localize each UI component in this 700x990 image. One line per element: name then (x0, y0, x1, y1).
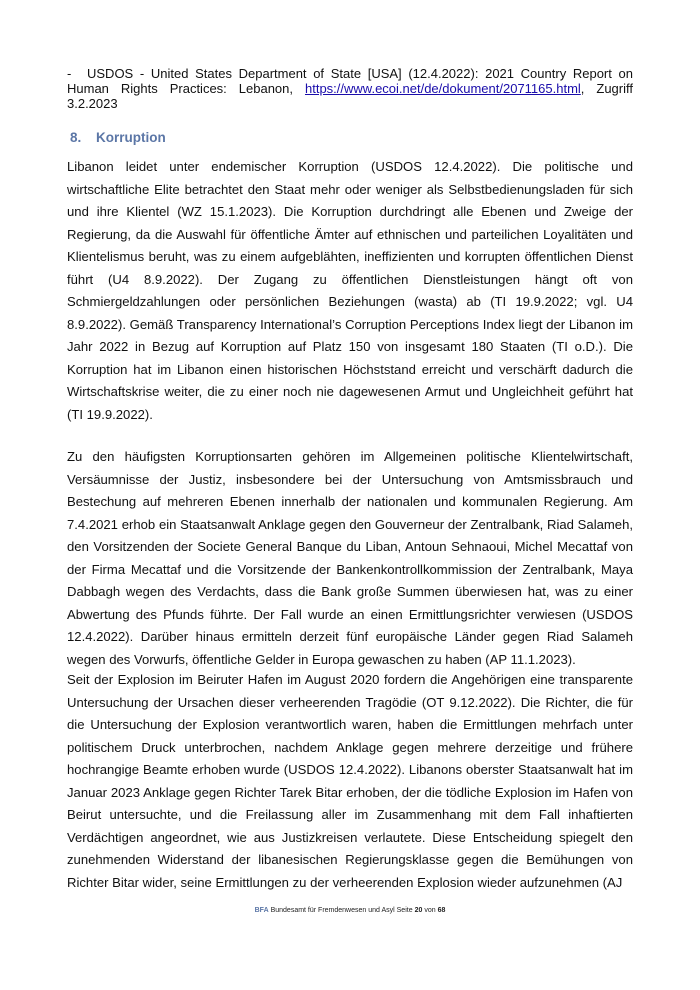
list-dash: - (67, 66, 72, 81)
reference-link[interactable]: https://www.ecoi.net/de/dokument/2071165.html (304, 81, 581, 96)
section-number: 8. (70, 130, 82, 145)
paragraph-corruption-types: Zu den häufigsten Korruptionsarten gehören im Allgemeinen politische Klientelwirtschaft, Versäumnisse der Justiz, insbesondere bei der Untersuchung von Amtsmissbrauch und Bestechung auf mehreren Ebenen innerhalb der nationalen und kommunalen Regierung. Am 7.4.2021 erhob ein Staatsanwalt Anklage gegen den Gouverneur der Zentralbank, Riad Salameh, den Vorsitzenden der Societe General Banque du Liban, Antoun Sehnaoui, Michel Mecattaf von der Firma Mecattaf und die Vorsitzende der Bankenkontrollkommission der Zentralbank, Maya Dabbagh wegen des Verdachts, dass die Bank große Summen überwiesen hat, was zu einer Abwertung des Pfunds führte. Der Fall wurde an einen Ermittlungsrichter verwiesen (USDOS 12.4.2022). Darüber hinaus ermitteln derzeit fünf europäische Länder gegen Riad Salameh wegen des Vorwurfs, öffentliche Gelder in Europa gewaschen zu haben (AP 11.1.2023). (67, 449, 633, 667)
section-title: Korruption (96, 130, 166, 145)
page-footer (0, 907, 700, 914)
footer-page-number: 20 (414, 907, 423, 914)
paragraph-corruption-overview: Libanon leidet unter endemischer Korruption (USDOS 12.4.2022). Die politische und wirtschaftliche Elite betrachtet den Staat mehr oder weniger als Selbstbedienungsladen für sich und ihre Klientel (WZ 15.1.2023). Die Korruption durchdringt alle Ebenen und Zweige der Regierung, da die Auswahl für öffentliche Ämter auf ethnischen und parteilichen Loyalitäten und Klientelismus beruht, was zu einem aufgeblähten, ineffizienten und korrupten öffentlichen Dienst führt (U4 8.9.2022). Der Zugang zu öffentlichen Dienstleistungen hängt oft von Schmiergeldzahlungen oder persönlichen Beziehungen (wasta) ab (TI 19.9.2022; vgl. U4 8.9.2022). Gemäß Transparency International’s Corruption Perceptions Index liegt der Libanon im Jahr 2022 in Bezug auf Korruption auf Platz 150 von insgesamt 180 Staaten (TI o.D.). Die Korruption hat im Libanon einen historischen Höchststand erreicht und verschärft dadurch die Wirtschaftskrise weiter, die zu einer noch nie dagewesenen Armut und Ungleichheit geführt hat (TI 19.9.2022). (67, 159, 633, 422)
footer-page-total: 68 (437, 907, 446, 914)
footer-brand: BFA (254, 907, 269, 914)
reference-text: USDOS - United States Department of State [USA] (12.4.2022): 2021 Country Report on Human Rights Practices: Lebanon, (67, 66, 633, 96)
section-heading (70, 130, 166, 145)
source-reference (67, 66, 633, 111)
footer-of: von (424, 907, 436, 914)
paragraph-beirut-explosion: Seit der Explosion im Beiruter Hafen im August 2020 fordern die Angehörigen eine transparente Untersuchung der Ursachen dieser verheerenden Tragödie (OT 9.12.2022). Die Richter, die für die Untersuchung der Explosion verantwortlich waren, haben die Ermittlungen mehrfach unter politischem Druck unterbrochen, nachdem Anklage gegen mehrere derzeitige und frühere hochrangige Beamte erhoben wurde (USDOS 12.4.2022). Libanons oberster Staatsanwalt hat im Januar 2023 Anklage gegen Richter Tarek Bitar erhoben, der die tödliche Explosion im Hafen von Beirut untersuchte, und die Freilassung aller im Zusammenhang mit dem Fall inhaftierten Verdächtigen angeordnet, wie aus Justizkreisen verlautete. Diese Entscheidung spiegelt den zunehmenden Widerstand der libanesischen Regierungsklasse gegen die Bemühungen von Richter Bitar wider, seine Ermittlungen zu der verheerenden Explosion wieder aufzunehmen (AJ (67, 672, 633, 890)
footer-text: Bundesamt für Fremdenwesen und Asyl Seite (270, 907, 413, 914)
reference-access-date: , Zugriff 3.2.2023 (67, 81, 633, 111)
